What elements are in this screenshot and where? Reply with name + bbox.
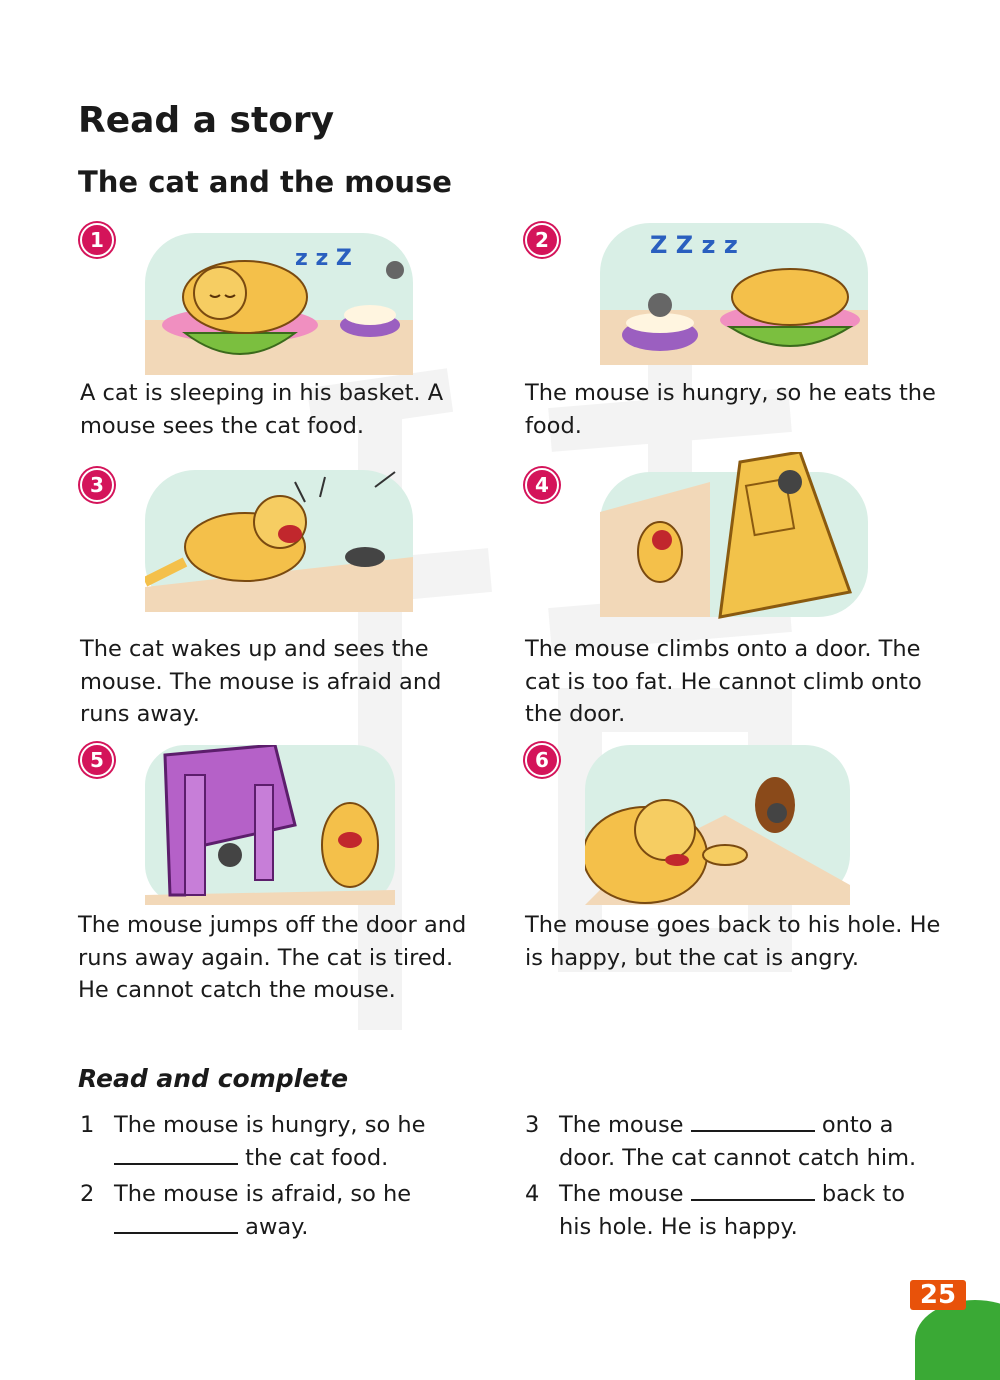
story-number-badge: 4 xyxy=(525,468,559,502)
svg-text:Z Z z z: Z Z z z xyxy=(650,231,738,259)
story-text: The mouse jumps off the door and runs away again. The cat is tired. He cannot catch the mouse. xyxy=(78,912,467,1003)
question-line xyxy=(559,1178,905,1244)
answer-blank[interactable] xyxy=(691,1179,815,1201)
story-text: The mouse goes back to his hole. He is happy, but the cat is angry. xyxy=(525,912,941,971)
exercise-question xyxy=(80,1109,500,1175)
question-number: 2 xyxy=(80,1181,95,1207)
question-text: The mouse xyxy=(559,1112,684,1138)
answer-blank[interactable] xyxy=(114,1143,238,1165)
question-text: the cat food. xyxy=(245,1145,389,1171)
question-text: his hole. He is happy. xyxy=(559,1214,798,1240)
exercise-heading: Read and complete xyxy=(78,1064,349,1093)
illustration-cat-chasing xyxy=(145,462,415,612)
question-text: away. xyxy=(245,1214,309,1240)
story-text: The cat wakes up and sees the mouse. The mouse is afraid and runs away. xyxy=(80,636,442,727)
story-title: The cat and the mouse xyxy=(78,165,452,199)
bush-decoration xyxy=(915,1300,1000,1380)
page-title: Read a story xyxy=(78,100,335,141)
question-text: onto a xyxy=(821,1112,894,1138)
story-number-badge: 3 xyxy=(80,468,114,502)
illustration-mouse-on-door xyxy=(600,452,870,622)
question-line xyxy=(559,1109,916,1175)
question-text: The mouse is hungry, so he xyxy=(114,1112,426,1138)
question-text: The mouse is afraid, so he xyxy=(114,1181,412,1207)
exercise-question xyxy=(525,1109,965,1175)
page-number: 25 xyxy=(910,1280,966,1310)
answer-blank[interactable] xyxy=(114,1212,238,1234)
svg-text:z z Z: z z Z xyxy=(295,246,352,271)
answer-blank[interactable] xyxy=(691,1110,815,1132)
question-number: 1 xyxy=(80,1112,95,1138)
illustration-mouse-in-hole xyxy=(585,745,850,905)
story-number-badge: 2 xyxy=(525,223,559,257)
illustration-cat-sleeping xyxy=(145,225,415,375)
story-number-badge: 1 xyxy=(80,223,114,257)
story-text: The mouse climbs onto a door. The cat is too fat. He cannot climb onto the door. xyxy=(525,636,922,727)
exercise-question xyxy=(525,1178,965,1244)
question-line xyxy=(114,1109,425,1175)
illustration-mouse-eating xyxy=(600,215,870,365)
question-number: 4 xyxy=(525,1181,540,1207)
story-text: A cat is sleeping in his basket. A mouse sees the cat food. xyxy=(80,380,444,439)
exercise-question xyxy=(80,1178,500,1244)
question-text: back to xyxy=(821,1181,906,1207)
story-number-badge: 5 xyxy=(80,743,114,777)
question-text: door. The cat cannot catch him. xyxy=(559,1145,917,1171)
story-number-badge: 6 xyxy=(525,743,559,777)
question-number: 3 xyxy=(525,1112,540,1138)
question-text: The mouse xyxy=(559,1181,684,1207)
question-line xyxy=(114,1178,411,1244)
story-text: The mouse is hungry, so he eats the food. xyxy=(525,380,936,439)
illustration-mouse-escapes xyxy=(145,745,395,905)
